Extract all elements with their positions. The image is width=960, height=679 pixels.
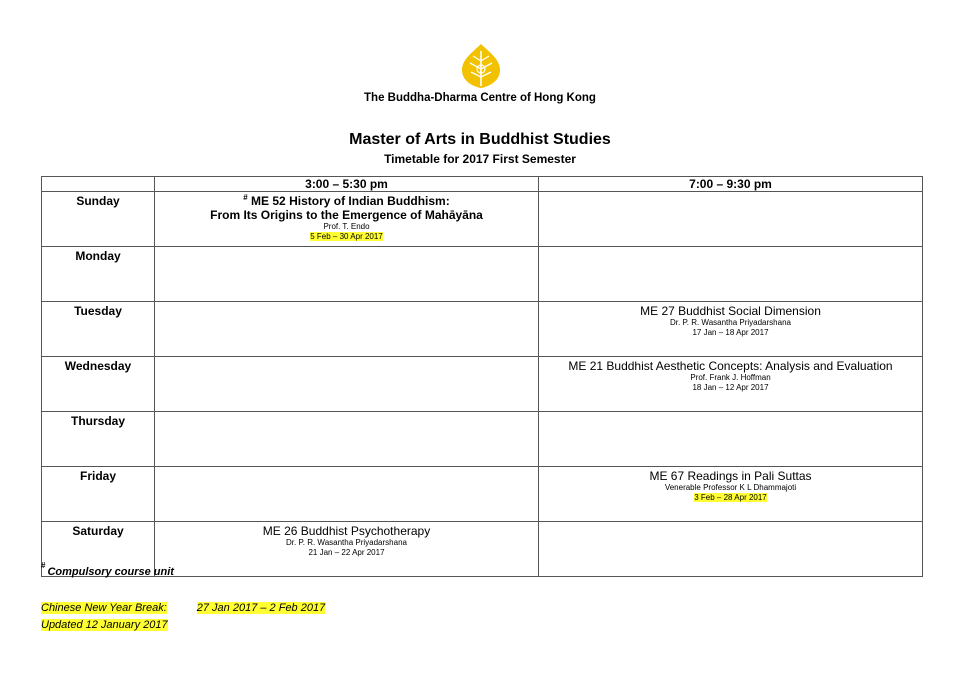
course-dates: 17 Jan – 18 Apr 2017: [692, 328, 769, 337]
day-cell: Tuesday: [42, 302, 155, 357]
course-entry: [155, 522, 538, 558]
compulsory-mark: #: [243, 193, 248, 202]
table-row-sunday: [42, 192, 923, 247]
column-header-evening: 7:00 – 9:30 pm: [539, 177, 923, 192]
course-name: ME 67 Readings in Pali Suttas: [649, 469, 812, 483]
course-dates: 5 Feb – 30 Apr 2017: [310, 232, 383, 241]
afternoon-cell: [155, 522, 539, 577]
course-dates: 18 Jan – 12 Apr 2017: [692, 383, 769, 392]
footnote: [41, 561, 174, 578]
column-header-afternoon: 3:00 – 5:30 pm: [155, 177, 539, 192]
afternoon-cell: [155, 357, 539, 412]
afternoon-cell: [155, 192, 539, 247]
day-cell: Sunday: [42, 192, 155, 247]
day-cell: Saturday: [42, 522, 155, 577]
table-row-friday: [42, 467, 923, 522]
updated-note: [41, 619, 168, 631]
bodhi-leaf-logo-icon: [459, 43, 503, 89]
evening-cell: [539, 357, 923, 412]
day-cell: Monday: [42, 247, 155, 302]
day-cell: Wednesday: [42, 357, 155, 412]
table-row-tuesday: [42, 302, 923, 357]
afternoon-cell: [155, 247, 539, 302]
afternoon-cell: [155, 412, 539, 467]
table-row-wednesday: [42, 357, 923, 412]
course-entry: [539, 302, 922, 338]
evening-cell: [539, 192, 923, 247]
day-cell: Thursday: [42, 412, 155, 467]
course-instructor: Prof. T. Endo: [323, 222, 370, 231]
column-header-day: [42, 177, 155, 192]
break-note: [41, 602, 325, 614]
course-name: ME 52 History of Indian Buddhism:: [251, 194, 450, 208]
course-dates: 21 Jan – 22 Apr 2017: [308, 548, 385, 557]
course-name: ME 26 Buddhist Psychotherapy: [262, 524, 431, 538]
table-row-thursday: [42, 412, 923, 467]
day-cell: Friday: [42, 467, 155, 522]
afternoon-cell: [155, 302, 539, 357]
course-instructor: Dr. P. R. Wasantha Priyadarshana: [286, 538, 407, 547]
page-title: Master of Arts in Buddhist Studies: [349, 131, 611, 148]
page-subtitle: Timetable for 2017 First Semester: [384, 152, 576, 166]
evening-cell: [539, 467, 923, 522]
course-instructor: Dr. P. R. Wasantha Priyadarshana: [670, 318, 791, 327]
table-header-row: [42, 177, 923, 192]
evening-cell: [539, 302, 923, 357]
afternoon-cell: [155, 467, 539, 522]
break-dates: 27 Jan 2017 – 2 Feb 2017: [196, 602, 326, 614]
course-name: ME 27 Buddhist Social Dimension: [640, 304, 821, 318]
evening-cell: [539, 412, 923, 467]
course-entry: [539, 357, 922, 393]
updated-text: Updated 12 January 2017: [41, 619, 168, 631]
course-dates: 3 Feb – 28 Apr 2017: [694, 493, 767, 502]
timetable: [41, 176, 923, 577]
course-name: ME 21 Buddhist Aesthetic Concepts: Analysis and Evaluation: [568, 359, 893, 373]
course-instructor: Venerable Professor K L Dhammajoti: [664, 483, 797, 492]
course-name-line2: From Its Origins to the Emergence of Mahāyāna: [210, 208, 483, 222]
course-entry: [155, 192, 538, 242]
break-label: Chinese New Year Break:: [41, 602, 167, 614]
course-instructor: Prof. Frank J. Hoffman: [690, 373, 771, 382]
footnote-text: Compulsory course unit: [47, 566, 174, 578]
course-entry: [539, 467, 922, 503]
organization-name: The Buddha-Dharma Centre of Hong Kong: [364, 92, 596, 104]
evening-cell: [539, 247, 923, 302]
table-row-monday: [42, 247, 923, 302]
footnote-mark: #: [41, 561, 46, 570]
evening-cell: [539, 522, 923, 577]
